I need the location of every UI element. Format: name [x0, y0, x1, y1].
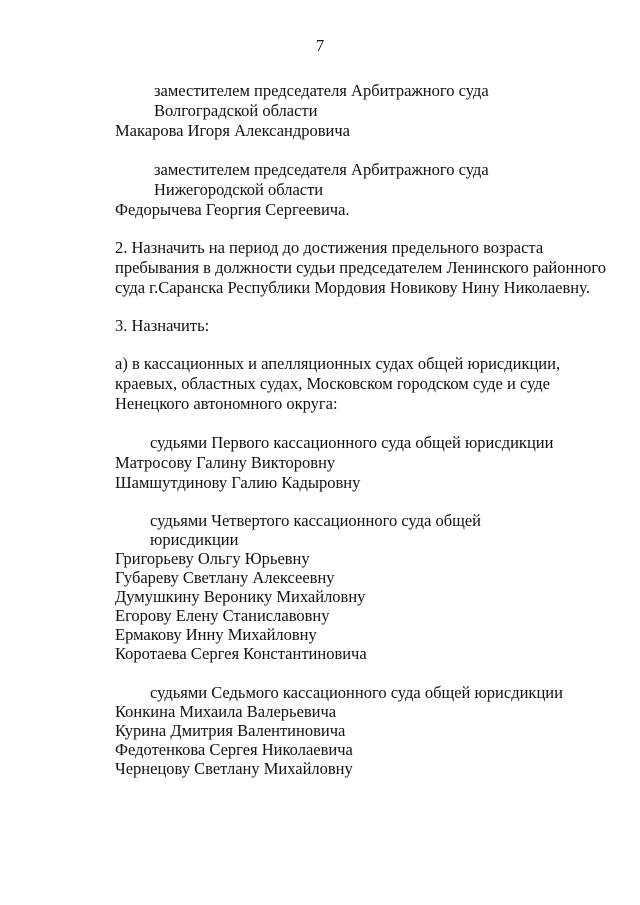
judge-name: Егорову Елену Станиславовну	[115, 606, 330, 625]
judge-name: Коротаева Сергея Константиновича	[115, 644, 367, 663]
judge-name: Конкина Михаила Валерьевича	[115, 702, 337, 721]
judge-name: Григорьеву Ольгу Юрьевну	[115, 549, 310, 568]
judge-name: Чернецову Светлану Михайловну	[115, 759, 353, 778]
court-title-line2: юрисдикции	[150, 530, 239, 549]
judge-name: Ермакову Инну Михайловну	[115, 625, 317, 644]
page-number: 7	[315, 36, 325, 55]
judge-name: Думушкину Веронику Михайловну	[115, 587, 366, 606]
item2-line3: суда г.Саранска Республики Мордовия Новикову Нину Николаевну.	[115, 278, 590, 297]
deputy-position-line2: Нижегородской области	[154, 180, 324, 199]
judge-name: Шамшутдинову Галию Кадыровну	[115, 473, 361, 492]
item3-sub-a-line2: краевых, областных судах, Московском городском суде и суде	[115, 374, 550, 393]
judge-name: Губареву Светлану Алексеевну	[115, 568, 335, 587]
deputy-position-line1: заместителем председателя Арбитражного суда	[154, 160, 489, 179]
deputy-name: Федорычева Георгия Сергеевича.	[115, 200, 350, 219]
item2-line1: 2. Назначить на период до достижения предельного возраста	[115, 238, 544, 257]
deputy-position-line2: Волгоградской области	[154, 101, 318, 120]
item3-sub-a-line1: а) в кассационных и апелляционных судах общей юрисдикции,	[115, 354, 561, 373]
item2-line2: пребывания в должности судьи председателем Ленинского районного	[115, 258, 607, 277]
court-title: судьями Седьмого кассационного суда общей юрисдикции	[150, 683, 563, 702]
item3-sub-a-line3: Ненецкого автономного округа:	[115, 394, 338, 413]
court-title: судьями Первого кассационного суда общей юрисдикции	[150, 433, 554, 452]
deputy-name: Макарова Игоря Александровича	[115, 121, 350, 140]
court-title-line1: судьями Четвертого кассационного суда общей	[150, 511, 481, 530]
judge-name: Федотенкова Сергея Николаевича	[115, 740, 353, 759]
deputy-position-line1: заместителем председателя Арбитражного суда	[154, 81, 489, 100]
judge-name: Курина Дмитрия Валентиновича	[115, 721, 346, 740]
judge-name: Матросову Галину Викторовну	[115, 453, 336, 472]
item3-heading: 3. Назначить:	[115, 316, 210, 335]
